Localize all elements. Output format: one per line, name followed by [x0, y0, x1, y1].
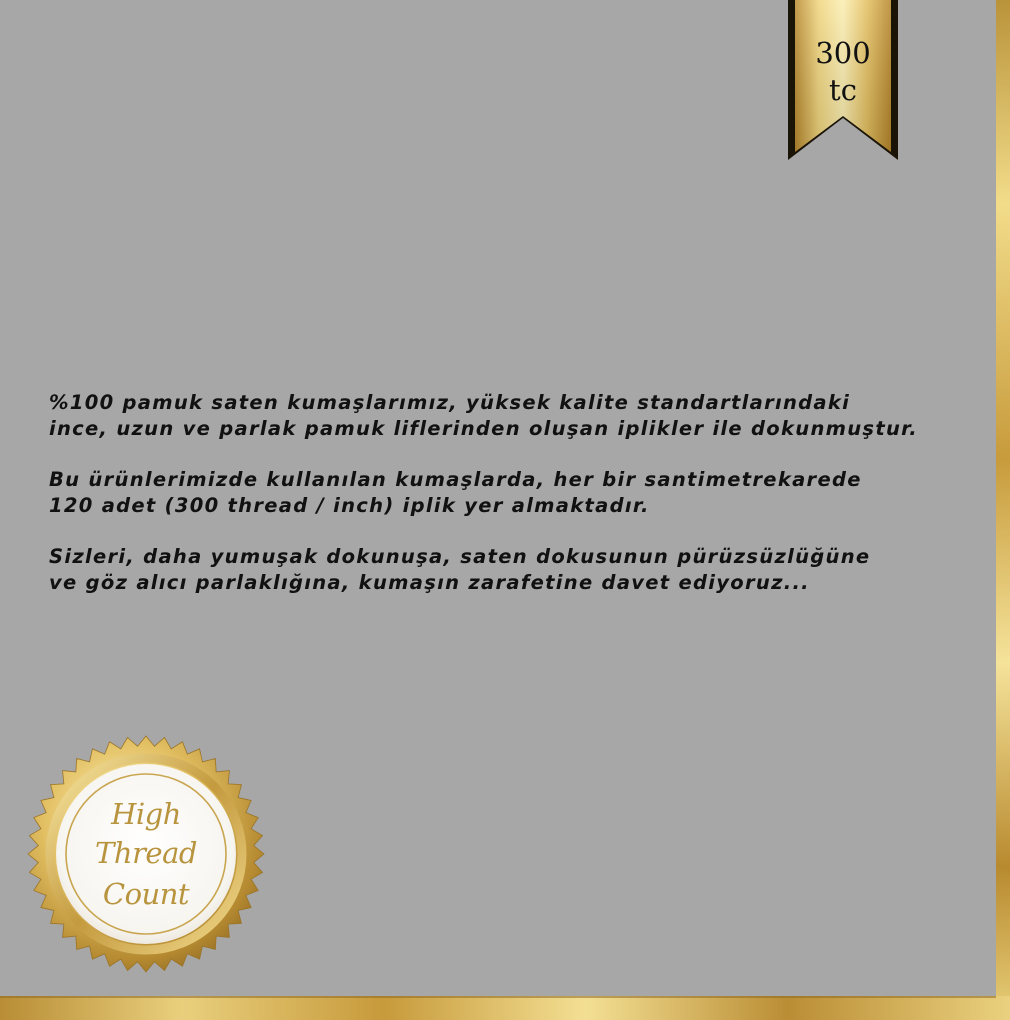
seal-text-line: Thread [95, 836, 197, 870]
paragraph-line: ince, uzun ve parlak pamuk liflerinden oluşan iplikler ile dokunmuştur. [49, 417, 918, 440]
seal-text-line: Count [102, 877, 190, 911]
high-thread-count-seal [26, 734, 266, 974]
paragraph-fabric [49, 390, 979, 442]
ribbon-value: 300 [815, 36, 871, 70]
frame-divider [0, 996, 996, 998]
paragraph-line: %100 pamuk saten kumaşlarımız, yüksek kalite standartlarındaki [49, 391, 851, 414]
paragraph-line: Sizleri, daha yumuşak dokunuşa, saten dokusunun pürüzsüzlüğüne [49, 545, 871, 568]
gold-frame-bottom [0, 996, 1010, 1020]
gold-frame-right [996, 0, 1010, 1020]
ribbon-unit: tc [829, 73, 857, 107]
description-text [49, 390, 979, 621]
thread-count-ribbon [788, 0, 898, 162]
paragraph-line: Bu ürünlerimizde kullanılan kumaşlarda, her bir santimetrekarede [49, 468, 862, 491]
paragraph-invitation [49, 544, 979, 596]
seal-text-line: High [111, 797, 181, 831]
paragraph-line: ve göz alıcı parlaklığına, kumaşın zarafetine davet ediyoruz... [49, 571, 810, 594]
paragraph-thread-count [49, 467, 979, 519]
paragraph-line: 120 adet (300 thread / inch) iplik yer almaktadır. [49, 494, 650, 517]
